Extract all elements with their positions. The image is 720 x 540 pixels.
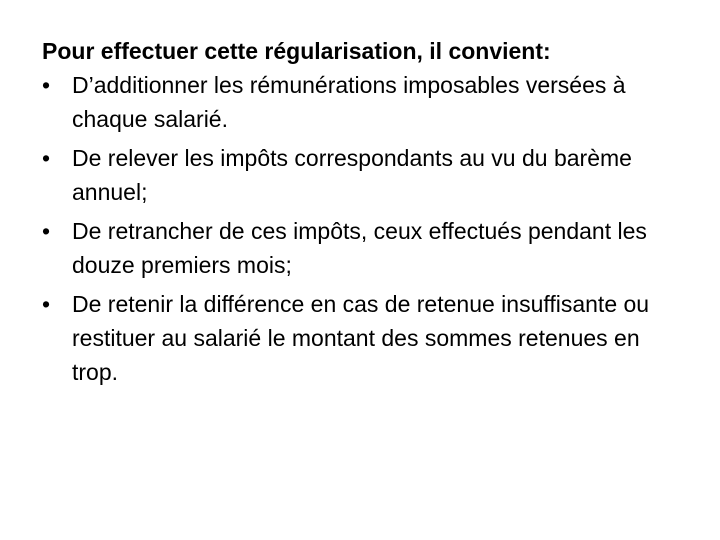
bullet-item	[42, 141, 690, 209]
bullet-dot-icon: •	[42, 218, 51, 244]
bullet-item	[42, 287, 690, 389]
slide-heading: Pour effectuer cette régularisation, il convient:	[42, 38, 551, 64]
bullet-dot-icon: •	[42, 145, 51, 171]
bullet-dot-icon: •	[42, 72, 51, 98]
bullet-text: De retenir la différence en cas de retenue insuffisante ou restituer au salarié le montant des sommes retenues en trop.	[72, 291, 650, 385]
bullet-item	[42, 214, 690, 282]
bullet-text: De retrancher de ces impôts, ceux effectués pendant les douze premiers mois;	[72, 218, 647, 278]
bullet-item	[42, 68, 690, 136]
bullet-list	[42, 68, 690, 389]
bullet-text: D’additionner les rémunérations imposables versées à chaque salarié.	[72, 72, 626, 132]
bullet-dot-icon: •	[42, 291, 51, 317]
bullet-text: De relever les impôts correspondants au vu du barème annuel;	[72, 145, 632, 205]
